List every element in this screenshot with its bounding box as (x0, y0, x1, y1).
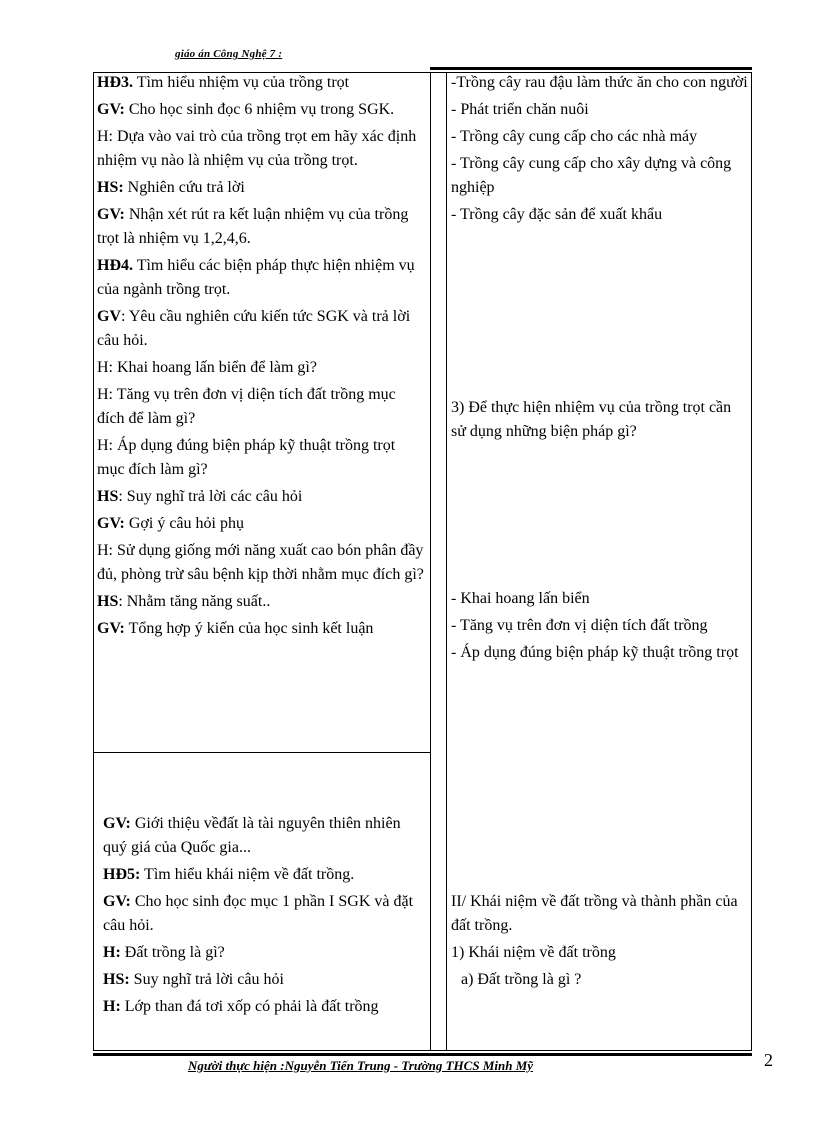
column-divider-right (446, 72, 447, 1050)
right-soil-concept (451, 890, 749, 995)
left-paragraph: GV: Nhận xét rút ra kết luận nhiệm vụ của trồng trọt là nhiệm vụ 1,2,4,6. (97, 206, 409, 247)
column-divider-left (430, 72, 431, 752)
right-line: - Áp dụng đúng biện pháp kỹ thuật trồng trọt (451, 644, 739, 661)
right-line: II/ Khái niệm về đất trồng và thành phần của đất trồng. (451, 893, 738, 934)
left-paragraph: HS: Suy nghĩ trả lời câu hỏi (103, 971, 284, 988)
right-line: - Trồng cây đặc sản để xuất khẩu (451, 206, 663, 223)
left-column-bottom (103, 812, 423, 1022)
left-paragraph: H: Đất trồng là gì? (103, 944, 225, 961)
right-line: - Trồng cây cung cấp cho xây dựng và công nghiệp (451, 155, 732, 196)
left-paragraph: HĐ5: Tìm hiểu khái niệm về đất trồng. (103, 866, 355, 883)
right-line: - Khai hoang lấn biển (451, 590, 590, 607)
left-paragraph: GV: Cho học sinh đọc 6 nhiệm vụ trong SGK. (97, 101, 395, 118)
right-line: -Trồng cây rau đậu làm thức ăn cho con người (451, 74, 748, 91)
right-line: - Phát triển chăn nuôi (451, 101, 589, 118)
left-paragraph: H: Dựa vào vai trò của trồng trọt em hãy xác định nhiệm vụ nào là nhiệm vụ của trồng trọt. (97, 128, 417, 169)
left-paragraph: GV: Giới thiệu vềđất là tài nguyên thiên nhiên quý giá của Quốc gia... (103, 815, 401, 856)
left-paragraph: H: Tăng vụ trên đơn vị diện tích đất trồng mục đích để làm gì? (97, 386, 396, 427)
right-line: a) Đất trồng là gì ? (461, 971, 582, 988)
left-box-divider (430, 752, 431, 1050)
right-line: - Trồng cây cung cấp cho các nhà máy (451, 128, 698, 145)
left-paragraph: HĐ4. Tìm hiểu các biện pháp thực hiện nhiệm vụ của ngành trồng trọt. (97, 257, 415, 298)
left-paragraph: HS: Suy nghĩ trả lời các câu hỏi (97, 488, 303, 505)
left-paragraph: GV: Yêu cầu nghiên cứu kiến tức SGK và trả lời câu hỏi. (97, 308, 411, 349)
right-line: 3) Để thực hiện nhiệm vụ của trồng trọt cần sử dụng những biện pháp gì? (451, 399, 732, 440)
header-rule-thick (430, 67, 752, 70)
left-paragraph: HS: Nhằm tăng năng suất.. (97, 593, 271, 610)
left-box-top (93, 752, 431, 753)
left-paragraph: H: Khai hoang lấn biển để làm gì? (97, 359, 317, 376)
page-number: 2 (764, 1050, 773, 1070)
left-column-top (97, 71, 425, 644)
right-border (751, 72, 752, 1050)
left-paragraph: HS: Nghiên cứu trả lời (97, 179, 245, 196)
right-tasks-list (451, 71, 749, 230)
left-paragraph: GV: Gợi ý câu hỏi phụ (97, 515, 244, 532)
left-border (93, 72, 94, 1050)
left-paragraph: H: Áp dụng đúng biện pháp kỹ thuật trồng trọt mục đích làm gì? (97, 437, 396, 478)
right-line: 1) Khái niệm về đất trồng (451, 944, 616, 961)
footer-rule-thick (93, 1053, 752, 1056)
page-header: giáo án Công Nghệ 7 : (175, 48, 283, 60)
footer-rule-thin (93, 1050, 752, 1051)
left-paragraph: H: Sử dụng giống mới năng xuất cao bón phân đầy đủ, phòng trừ sâu bệnh kịp thời nhằm mục đích gì? (97, 542, 424, 583)
right-question-3 (451, 396, 749, 447)
left-paragraph: GV: Cho học sinh đọc mục 1 phần I SGK và đặt câu hỏi. (103, 893, 414, 934)
left-paragraph: H: Lớp than đá tơi xốp có phải là đất trồng (103, 998, 379, 1015)
right-measures-list (451, 587, 749, 668)
left-paragraph: GV: Tổng hợp ý kiến của học sinh kết luận (97, 620, 374, 637)
right-line: - Tăng vụ trên đơn vị diện tích đất trồng (451, 617, 708, 634)
page-footer: Người thực hiện :Nguyễn Tiến Trung - Trường THCS Minh Mỹ (188, 1058, 534, 1073)
left-paragraph: HĐ3. Tìm hiểu nhiệm vụ của trồng trọt (97, 74, 350, 91)
